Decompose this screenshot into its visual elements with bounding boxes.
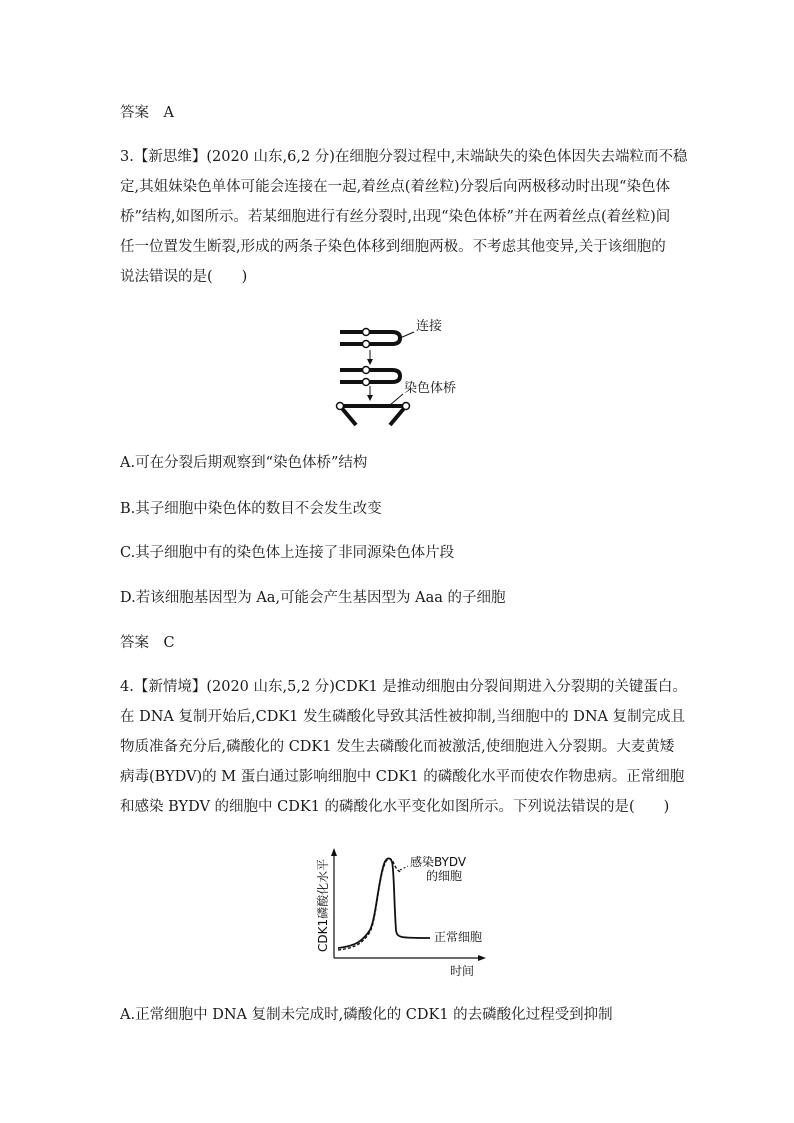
question-3-line: 定,其姐妹染色单体可能会连接在一起,着丝点(着丝粒)分裂后向两极移动时出现“染色体: [120, 179, 670, 195]
label-normal: 正常细胞: [434, 930, 483, 944]
option-d: D.若该细胞基因型为 Aa,可能会产生基因型为 Aaa 的子细胞: [120, 590, 506, 606]
question-3-line: 任一位置发生断裂,形成的两条子染色体移到细胞两极。不考虑其他变异,关于该细胞的: [120, 239, 666, 255]
connected-chromatids: [340, 329, 414, 348]
question-3-line: 桥”结构,如图所示。若某细胞进行有丝分裂时,出现“染色体桥”并在两着丝点(着丝粒)间: [120, 209, 671, 225]
question-4-line: 和感染 BYDV 的细胞中 CDK1 的磷酸化水平变化如图所示。下列说法错误的是( ): [120, 799, 670, 815]
answer-prev: 答案 A: [120, 105, 174, 121]
question-3-line: 3.【新思维】(2020 山东,6,2 分)在细胞分裂过程中,末端缺失的染色体因失去端粒而不稳: [120, 149, 688, 165]
label-connect: 连接: [416, 319, 443, 334]
x-axis-label: 时间: [450, 964, 475, 978]
question-4-line: 4.【新情境】(2020 山东,5,2 分)CDK1 是推动细胞由分裂间期进入分裂期的关键蛋白。: [120, 679, 687, 695]
answer-q3: 答案 C: [120, 635, 175, 651]
label-bridge: 染色体桥: [404, 381, 457, 396]
q4-option-a: A.正常细胞中 DNA 复制未完成时,磷酸化的 CDK1 的去磷酸化过程受到抑制: [120, 1007, 613, 1023]
question-4-line: 在 DNA 复制开始后,CDK1 发生磷酸化导致其活性被抑制,当细胞中的 DNA 复制完成且: [120, 709, 686, 725]
arrow-down-icon: [367, 386, 373, 401]
label-infected-line1: 感染BYDV: [410, 855, 467, 869]
y-axis-label: CDK1磷酸化水平: [316, 858, 330, 952]
option-b: B.其子细胞中染色体的数目不会发生改变: [120, 501, 382, 517]
question-4-line: 物质准备充分后,磷酸化的 CDK1 发生去磷酸化而被激活,使细胞进入分裂期。大麦黄矮: [120, 739, 675, 755]
arrow-down-icon: [367, 350, 373, 365]
label-infected-line2: 的细胞: [426, 869, 463, 883]
normal-cell-curve: [338, 858, 430, 948]
option-c: C.其子细胞中有的染色体上连接了非同源染色体片段: [120, 545, 455, 561]
chromosome-bridge-figure: [330, 312, 480, 430]
chromosome-bridge: [337, 394, 410, 425]
question-4-line: 病毒(BYDV)的 M 蛋白通过影响细胞中 CDK1 的磷酸化水平而使农作物患病。正常细胞: [120, 769, 685, 785]
option-a: A.可在分裂后期观察到“染色体桥”结构: [120, 455, 368, 471]
question-3-line: 说法错误的是( ): [120, 269, 248, 285]
separating-chromatids: [340, 367, 400, 386]
cdk1-chart: [310, 842, 510, 980]
